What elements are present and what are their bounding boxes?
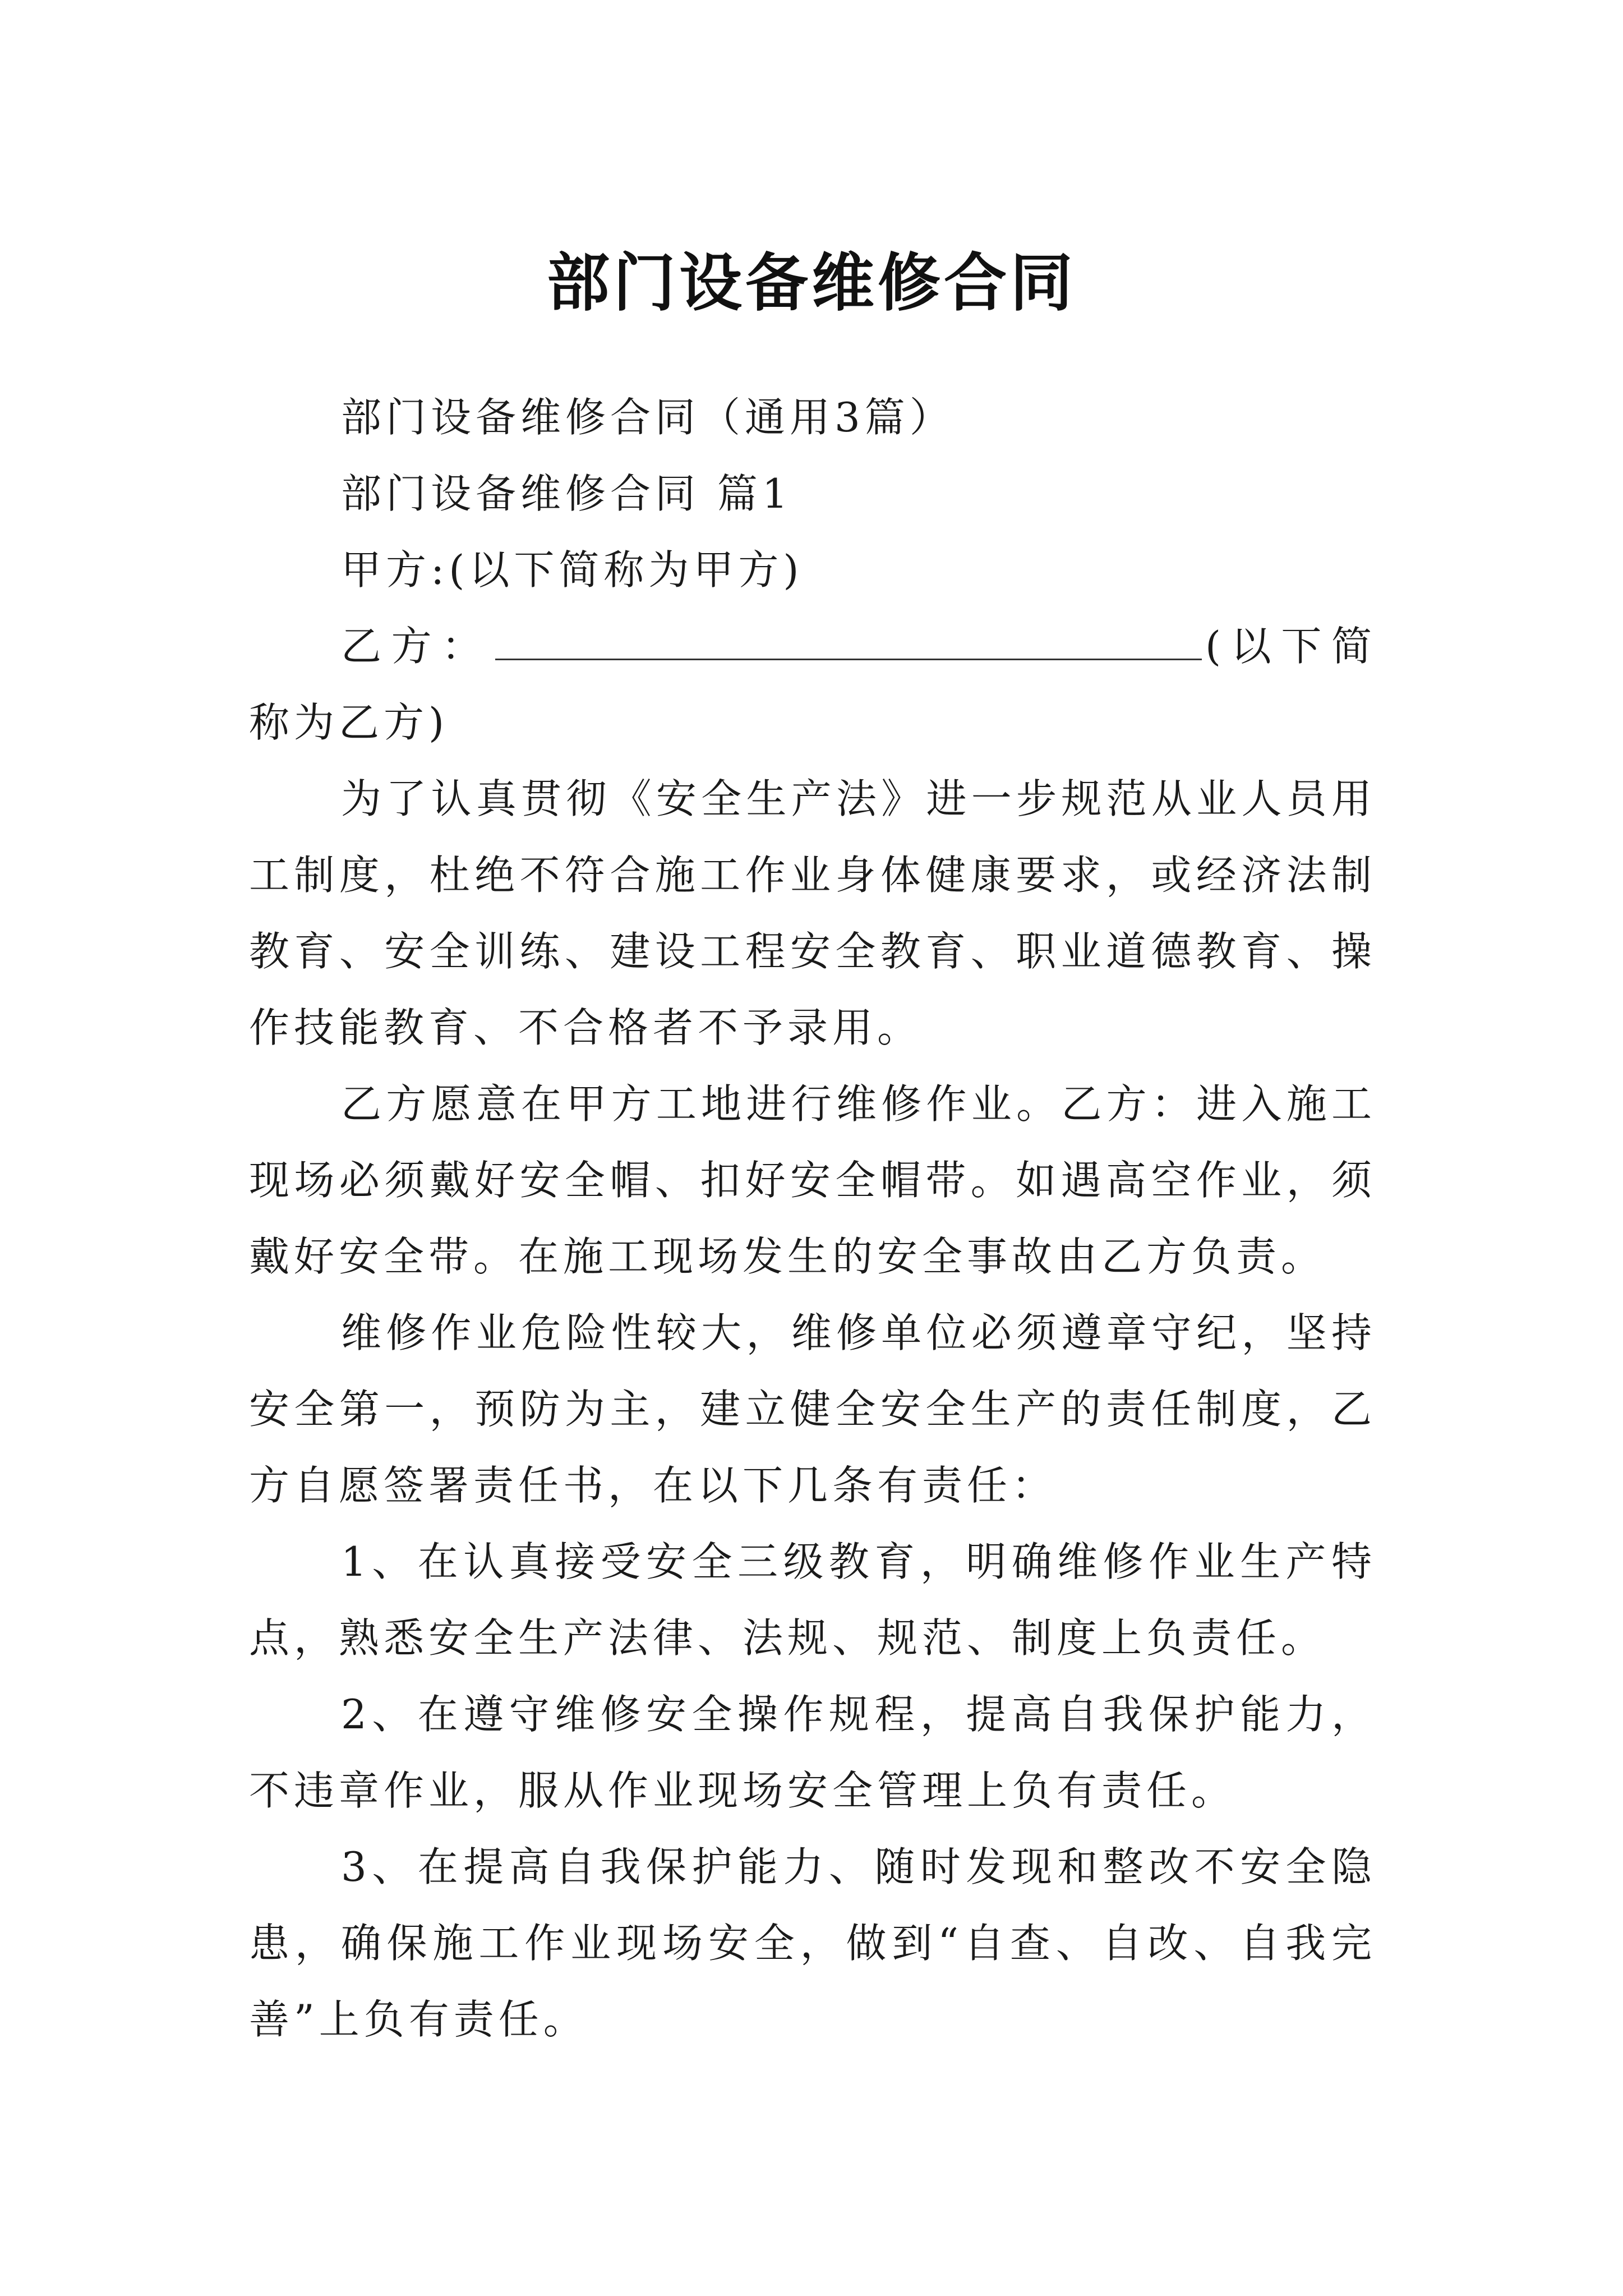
document-body xyxy=(249,379,1376,2058)
party-b-label: 乙方： xyxy=(341,623,492,670)
paragraph: 乙方愿意在甲方工地进行维修作业。乙方：进入施工现场必须戴好安全帽、扣好安全帽带。如遇高空作业，须戴好安全带。在施工现场发生的安全事故由乙方负责。 xyxy=(249,1080,1376,1280)
party-b-line xyxy=(249,608,1376,761)
clause-item: 1、在认真接受安全三级教育，明确维修作业生产特点，熟悉安全生产法律、法规、规范、制度上负责任。 xyxy=(249,1538,1376,1662)
party-b-suffix: (以下简称为乙方) xyxy=(249,623,1376,746)
party-b-blank xyxy=(495,625,1202,660)
paragraph: 为了认真贯彻《安全生产法》进一步规范从业人员用工制度，杜绝不符合施工作业身体健康要求，或经济法制教育、安全训练、建设工程安全教育、职业道德教育、操作技能教育、不合格者不予录用。 xyxy=(249,775,1376,1051)
paragraph: 维修作业危险性较大，维修单位必须遵章守纪，坚持安全第一，预防为主，建立健全安全生产的责任制度，乙方自愿签署责任书，在以下几条有责任： xyxy=(249,1309,1376,1509)
document-title: 部门设备维修合同 xyxy=(547,246,1076,320)
section-heading: 部门设备维修合同 篇1 xyxy=(341,470,792,517)
party-a-line: 甲方:(以下简称为甲方) xyxy=(341,546,804,593)
document-subtitle: 部门设备维修合同（通用3篇） xyxy=(341,394,955,441)
clause-item: 2、在遵守维修安全操作规程，提高自我保护能力，不违章作业，服从作业现场安全管理上负有责任。 xyxy=(249,1691,1376,1814)
clause-item: 3、在提高自我保护能力、随时发现和整改不安全隐患，确保施工作业现场安全，做到“自查、自改、自我完善”上负有责任。 xyxy=(249,1843,1376,2043)
